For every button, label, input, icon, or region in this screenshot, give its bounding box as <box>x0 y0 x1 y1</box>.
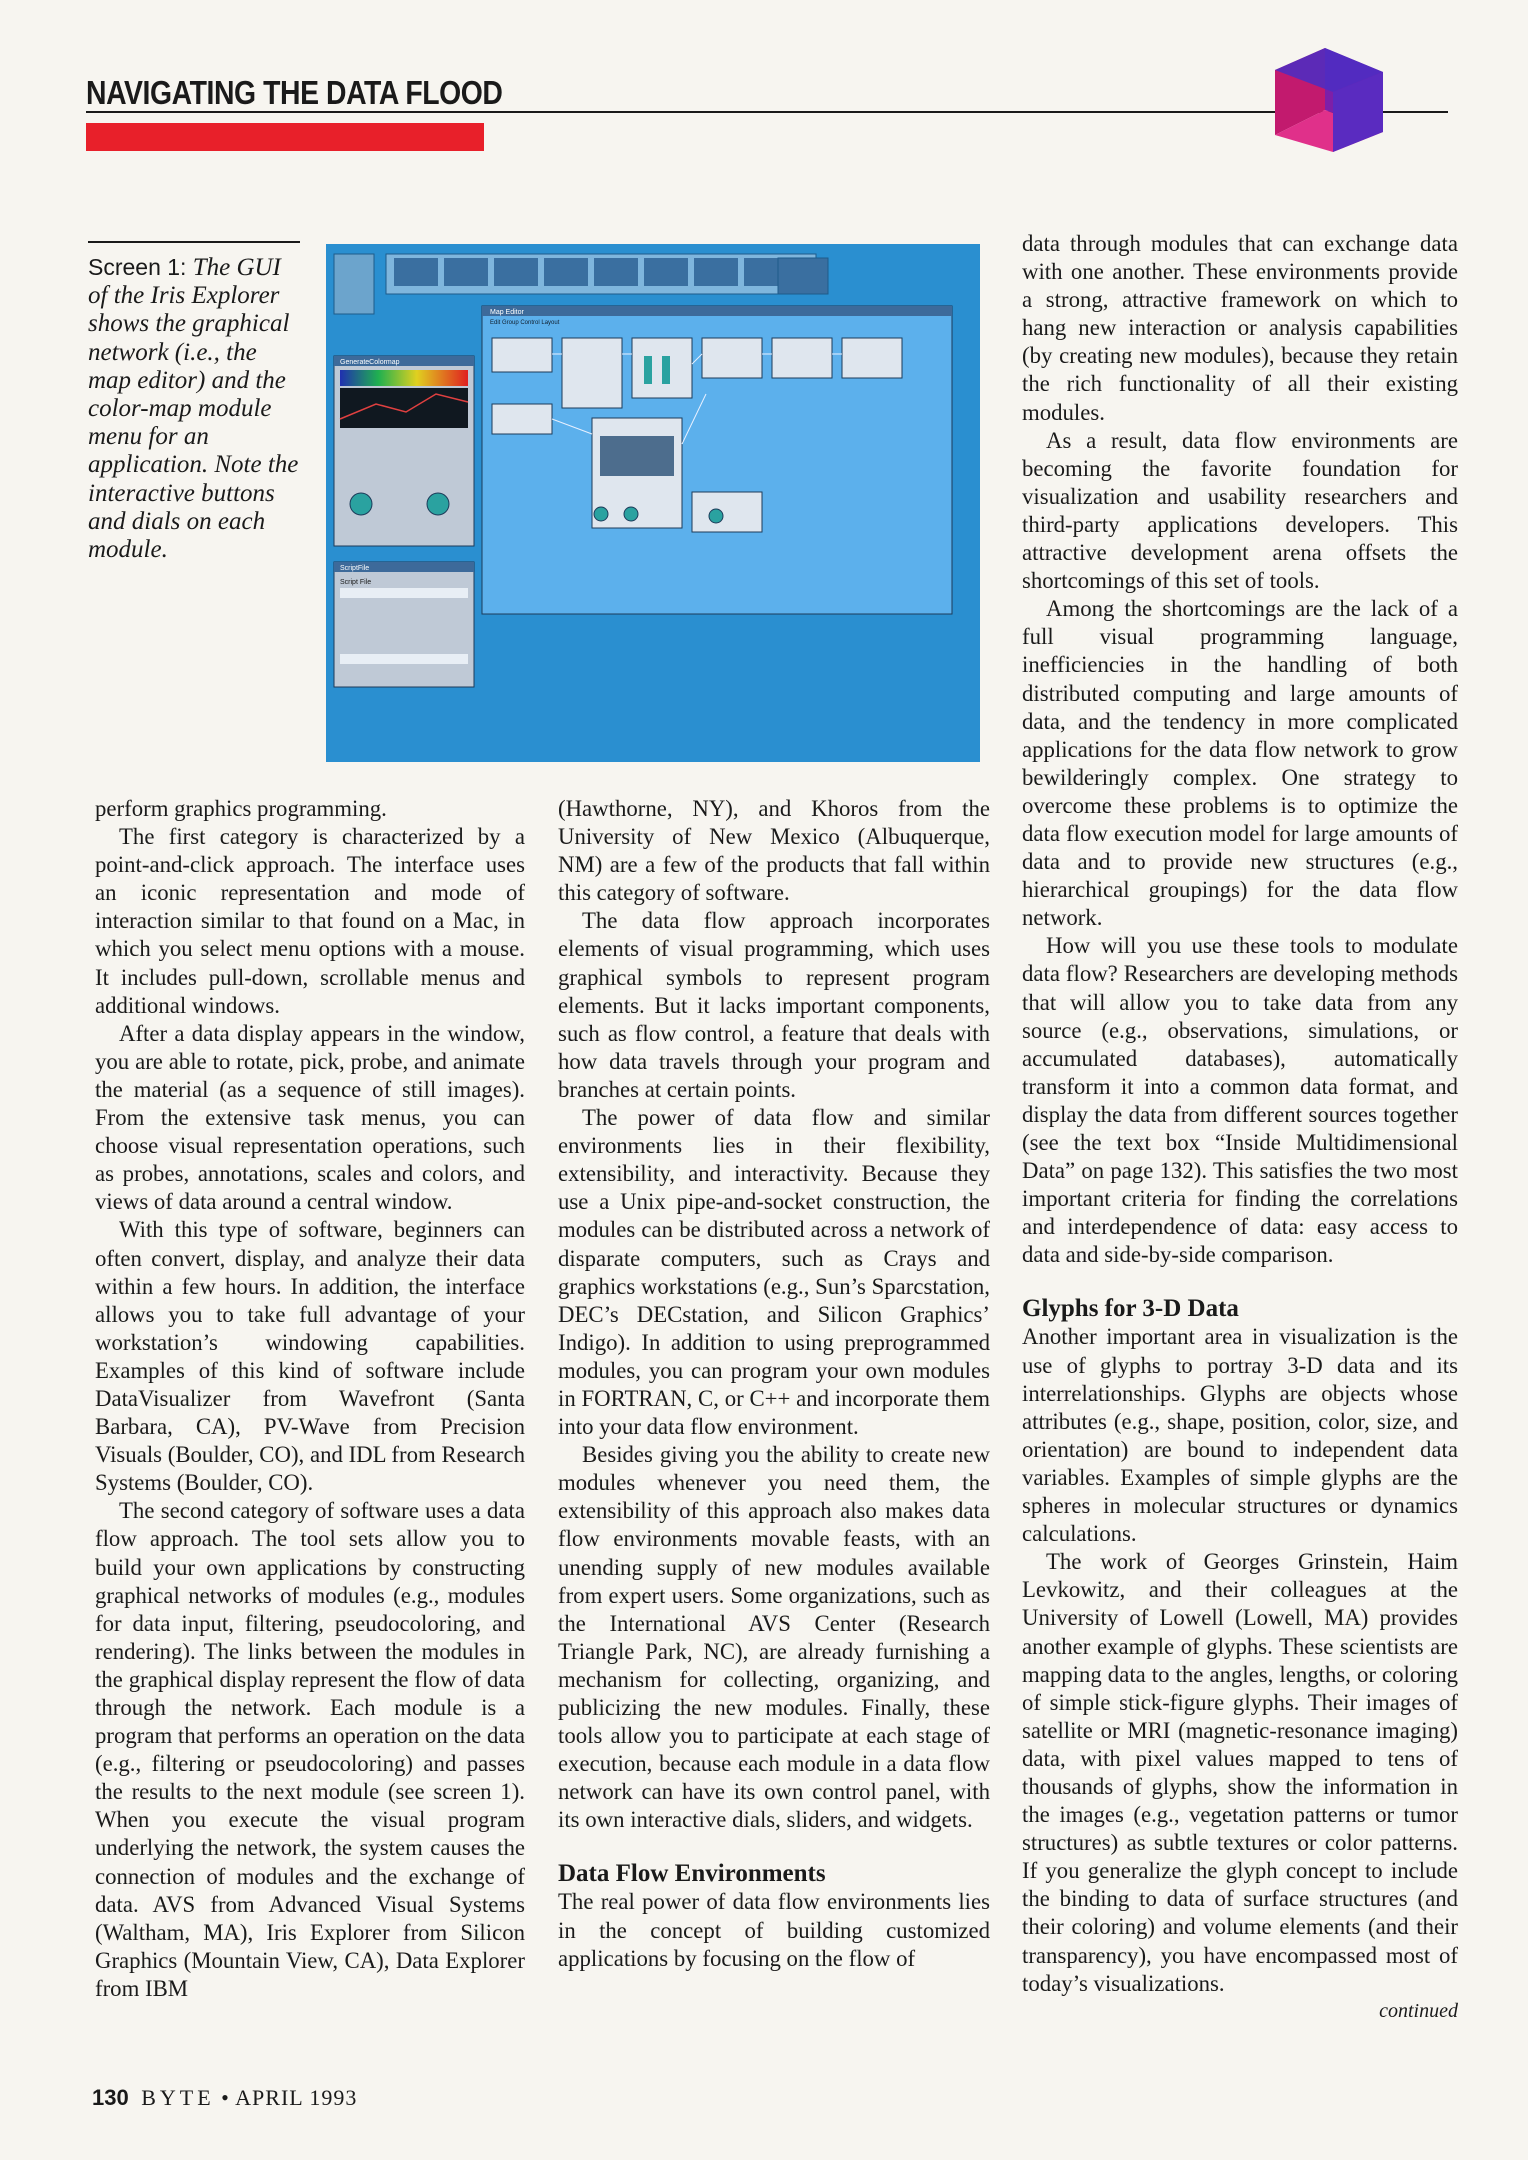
paragraph: The data flow approach incorporates elements of visual programming, which uses graphical symbols to represent program elements. But it lacks important components, such as flow control, a feature that deals with how data travels through your program and branches at certain points. <box>558 908 990 1102</box>
paragraph: With this type of software, beginners can often convert, display, and analyze their data within a few hours. In addition, the interface allows you to take full advantage of your workstation’s windowing capabilities. Examples of this kind of software include DataVisualizer from Wavefront (Santa Barbara, CA), PV-Wave from Precision Visuals (Boulder, CO), and IDL from Research Systems (Boulder, CO). <box>95 1217 525 1496</box>
paragraph: The real power of data flow environments lies in the concept of building customized applications by focusing on the flow of <box>558 1889 990 1971</box>
page-number: 130 <box>92 2085 129 2110</box>
paragraph: As a result, data flow environments are becoming the favorite foundation for visualization and usability researchers and third-party applications developers. This attractive development arena offsets the shortcomings of this set of tools. <box>1022 427 1458 594</box>
paragraph: The second category of software uses a data flow approach. The tool sets allow you to build your own applications by constructing graphical networks of modules (e.g., modules for data input, filtering, pseudocoloring, and rendering). The links between the modules in the graphical display represent the flow of data through the network. Each module is a program that performs an operation on the data (e.g., filtering or pseudocoloring) and passes the results to the next module (see screen 1). When you execute the visual program underlying the network, the system causes the connection of modules and the exchange of data. AVS from Advanced Visual Systems (Waltham, MA), Iris Explorer from Silicon Graphics (Mountain View, CA), Data Explorer from IBM <box>95 1498 525 2001</box>
caption-label: Screen 1: <box>88 254 187 280</box>
column-3 <box>1022 230 1458 2024</box>
column-1 <box>95 795 525 2003</box>
continued-label: continued <box>1379 1999 1458 2022</box>
section-heading: Data Flow Environments <box>558 1860 826 1888</box>
paragraph: How will you use these tools to modulate data flow? Researchers are developing methods that will allow you to take data from any source (e.g., observations, simulations, or accumulated databases), automatically transform it into a common data format, and display the data from different sources together (see the text box “Inside Multidimensional Data” on page 132). This satisfies the two most important criteria for finding the correlations and interdependence of data: easy access to data and side-by-side comparison. <box>1022 933 1458 1268</box>
page-footer <box>92 2085 357 2111</box>
map-editor-title: Map Editor <box>490 309 524 316</box>
paragraph: Among the shortcomings are the lack of a full visual programming language, inefficiencies in the handling of both distributed computing and large amounts of data, and the tendency in more complicated applications for the data flow network to grow bewilderingly complex. One strategy to overcome these problems is to optimize the data flow execution model for large amounts of data and to provide new structures (e.g., hierarchical groupings) for the data flow network. <box>1022 596 1458 931</box>
footer-separator: • <box>221 2085 230 2110</box>
paragraph: After a data display appears in the window, you are able to rotate, pick, probe, and animate the material (as a sequence of still images). From the extensive task menus, you can choose visual representation operations, such as probes, annotations, scales and colors, and views of data around a central window. <box>95 1020 525 1215</box>
header-rule <box>86 111 1448 113</box>
paragraph: perform graphics programming. <box>95 796 387 821</box>
paragraph: Another important area in visualization is the use of glyphs to portray 3-D data and its interrelationships. Glyphs are objects whose attributes (e.g., shape, position, color, size, and orientation) are bound to independent data variables. Examples of simple glyphs are the spheres in molecular structures or dynamics calculations. <box>1022 1324 1458 1547</box>
header-accent-bar <box>86 123 484 151</box>
paragraph: The power of data flow and similar environments lies in their flexibility, extensibility, and interactivity. Because they use a Unix pipe-and-socket construction, the modules can be distributed across a network of disparate computers, such as Crays and graphics workstations (e.g., Sun’s Sparcstation, DEC’s DECstation, and Silicon Graphics’ Indigo). In addition to using preprogrammed modules, you can program your own modules in FORTRAN, C, or C++ and incorporate them into your data flow environment. <box>558 1105 990 1440</box>
iris-explorer-screenshot <box>326 244 980 762</box>
caption-rule <box>88 241 300 243</box>
paragraph: Besides giving you the ability to create new modules whenever you need them, the extensibility of this approach also makes data flow environments movable feasts, with an unending supply of new modules available from expert users. Some organizations, such as the International AVS Center (Research Triangle Park, NC), are already furnishing a mechanism for collecting, organizing, and publicizing the new modules. Finally, these tools allow you to participate at each stage of execution, because each module in a data flow network can have its own control panel, with its own interactive dials, sliders, and widgets. <box>558 1442 990 1833</box>
paragraph: The first category is characterized by a point-and-click approach. The interface uses an iconic representation and mode of interaction similar to that found on a Mac, in which you select menu options with a mouse. It includes pull-down, scrollable menus and additional windows. <box>95 824 525 1018</box>
script-title: ScriptFile <box>340 565 370 572</box>
cube-logo-icon <box>1265 40 1395 155</box>
section-heading: Glyphs for 3-D Data <box>1022 1295 1239 1323</box>
map-editor-menu: Edit Group Control Layout <box>490 320 560 326</box>
running-header: NAVIGATING THE DATA FLOOD <box>86 74 503 111</box>
paragraph: (Hawthorne, NY), and Khoros from the University of New Mexico (Albuquerque, NM) are a few of the products that fall within this category of software. <box>558 796 990 906</box>
column-2 <box>558 795 990 1973</box>
script-label: Script File <box>340 579 372 586</box>
figure-caption <box>88 253 303 564</box>
caption-text: The GUI of the Iris Explorer shows the graphical network (i.e., the map editor) and the color-map module menu for an application. Note the interactive buttons and dials on each module. <box>88 254 299 564</box>
magazine-name: BYTE <box>141 2085 215 2110</box>
issue-date: APRIL 1993 <box>235 2085 358 2110</box>
paragraph: The work of Georges Grinstein, Haim Levkowitz, and their colleagues at the University of Lowell (Lowell, MA) provides another example of glyphs. These scientists are mapping data to the angles, lengths, or coloring of simple stick-figure glyphs. Their images of satellite or MRI (magnetic-resonance imaging) data, with pixel values mapped to tens of thousands of glyphs, show the information in the images (e.g., vegetation patterns or tumor structures) as subtle textures or color patterns. If you generalize the glyph concept to include the binding to data of surface structures (and their coloring) and volume elements (and their transparency), you have encompassed most of today’s visualizations. <box>1022 1549 1458 1996</box>
colormap-title: GenerateColormap <box>340 359 400 366</box>
paragraph: data through modules that can exchange data with one another. These environments provide a strong, attractive framework on which to hang new interaction or analysis capabilities (by creating new modules), because they retain the rich functionality of all their existing modules. <box>1022 231 1458 425</box>
